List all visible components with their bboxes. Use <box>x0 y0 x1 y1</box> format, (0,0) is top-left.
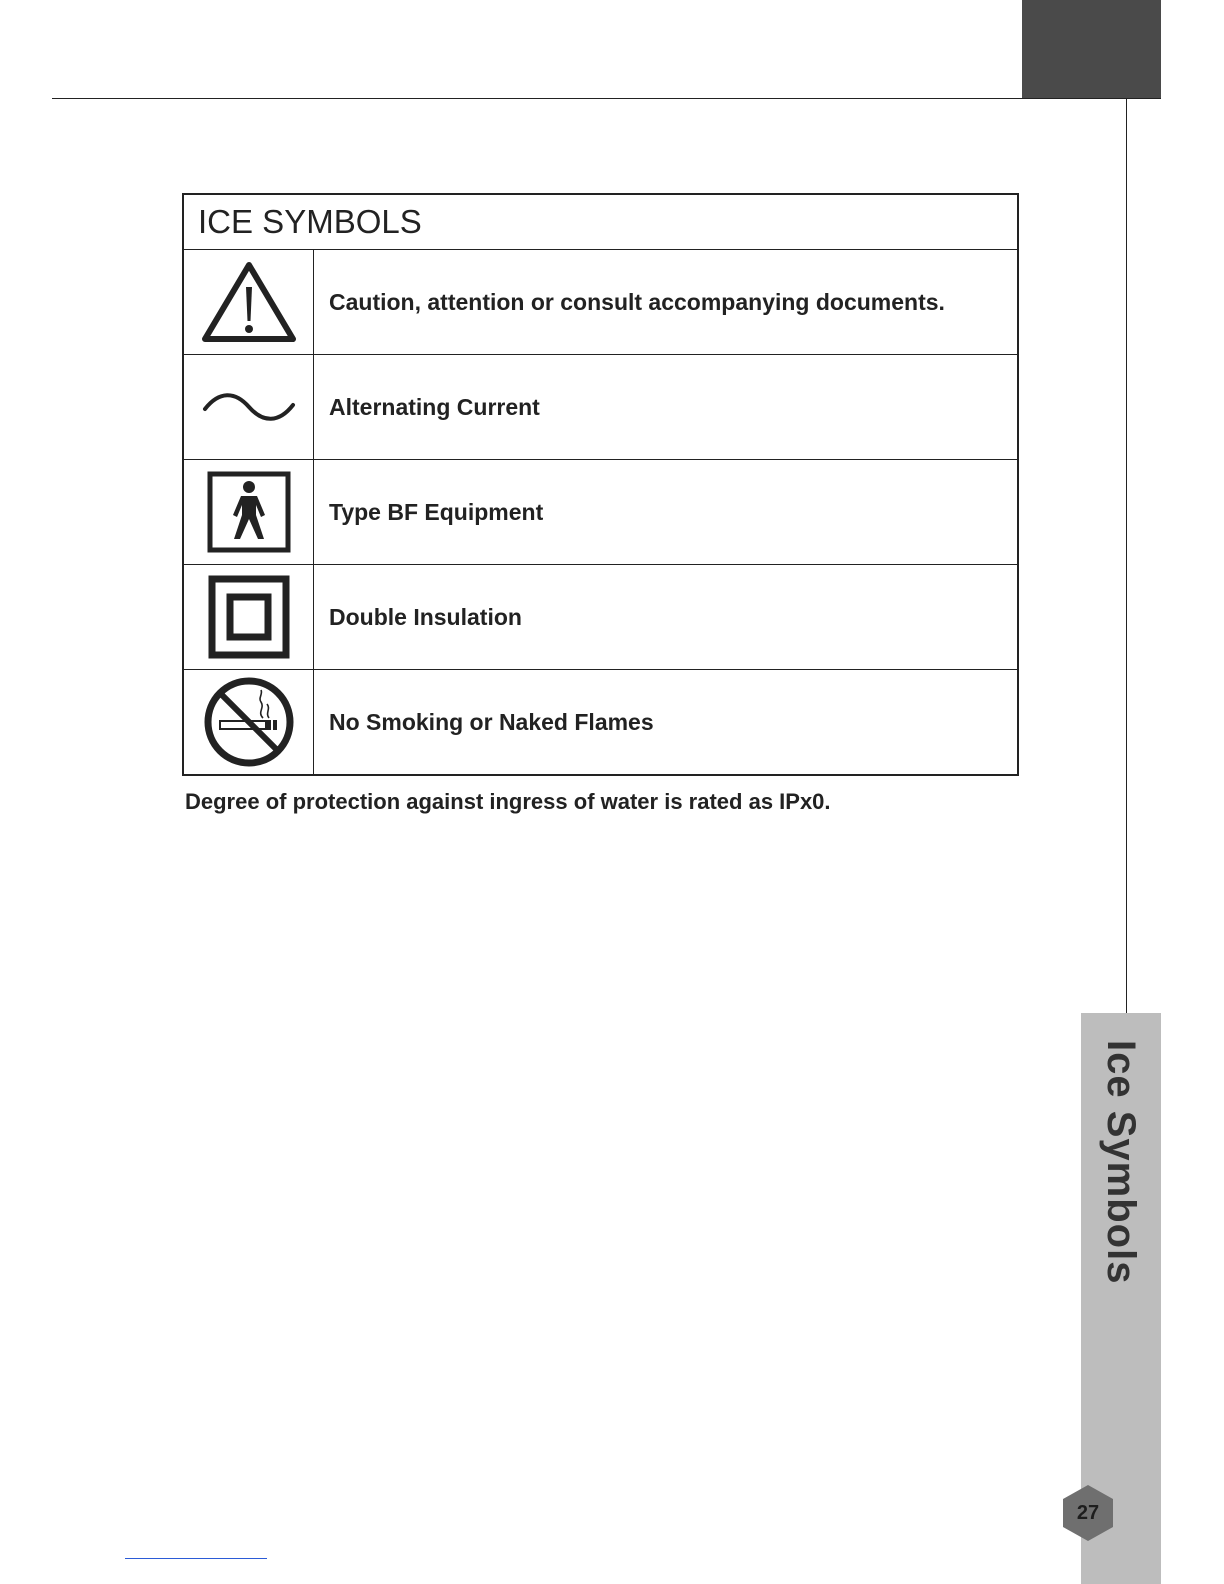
header-rule <box>52 98 1161 99</box>
symbol-description: Double Insulation <box>329 603 522 630</box>
symbol-cell <box>184 670 314 774</box>
ice-symbols-table <box>182 193 1019 776</box>
symbol-description: Alternating Current <box>329 393 540 420</box>
section-title: Ice Symbols <box>1099 1040 1143 1285</box>
table-row <box>184 460 1017 565</box>
table-row <box>184 355 1017 460</box>
table-row <box>184 565 1017 670</box>
symbol-description: Type BF Equipment <box>329 498 544 525</box>
symbol-cell <box>184 355 314 459</box>
no-smoking-icon <box>203 676 295 768</box>
double-insulation-icon <box>208 575 290 659</box>
table-title: ICE SYMBOLS <box>184 195 1017 250</box>
caution-triangle-icon <box>199 259 299 345</box>
water-protection-note: Degree of protection against ingress of water is rated as IPx0. <box>185 789 831 814</box>
symbol-description: Caution, attention or consult accompanying documents. <box>329 288 945 315</box>
symbol-cell <box>184 250 314 354</box>
footer-link-underline <box>125 1558 267 1559</box>
table-row <box>184 250 1017 355</box>
table-row <box>184 670 1017 774</box>
symbol-cell <box>184 565 314 669</box>
type-bf-equipment-icon <box>207 471 291 553</box>
margin-rule <box>1126 98 1127 1013</box>
alternating-current-icon <box>199 387 299 427</box>
symbol-cell <box>184 460 314 564</box>
page-number: 27 <box>1076 1501 1100 1524</box>
header-tab <box>1022 0 1161 98</box>
symbol-description: No Smoking or Naked Flames <box>329 708 654 735</box>
